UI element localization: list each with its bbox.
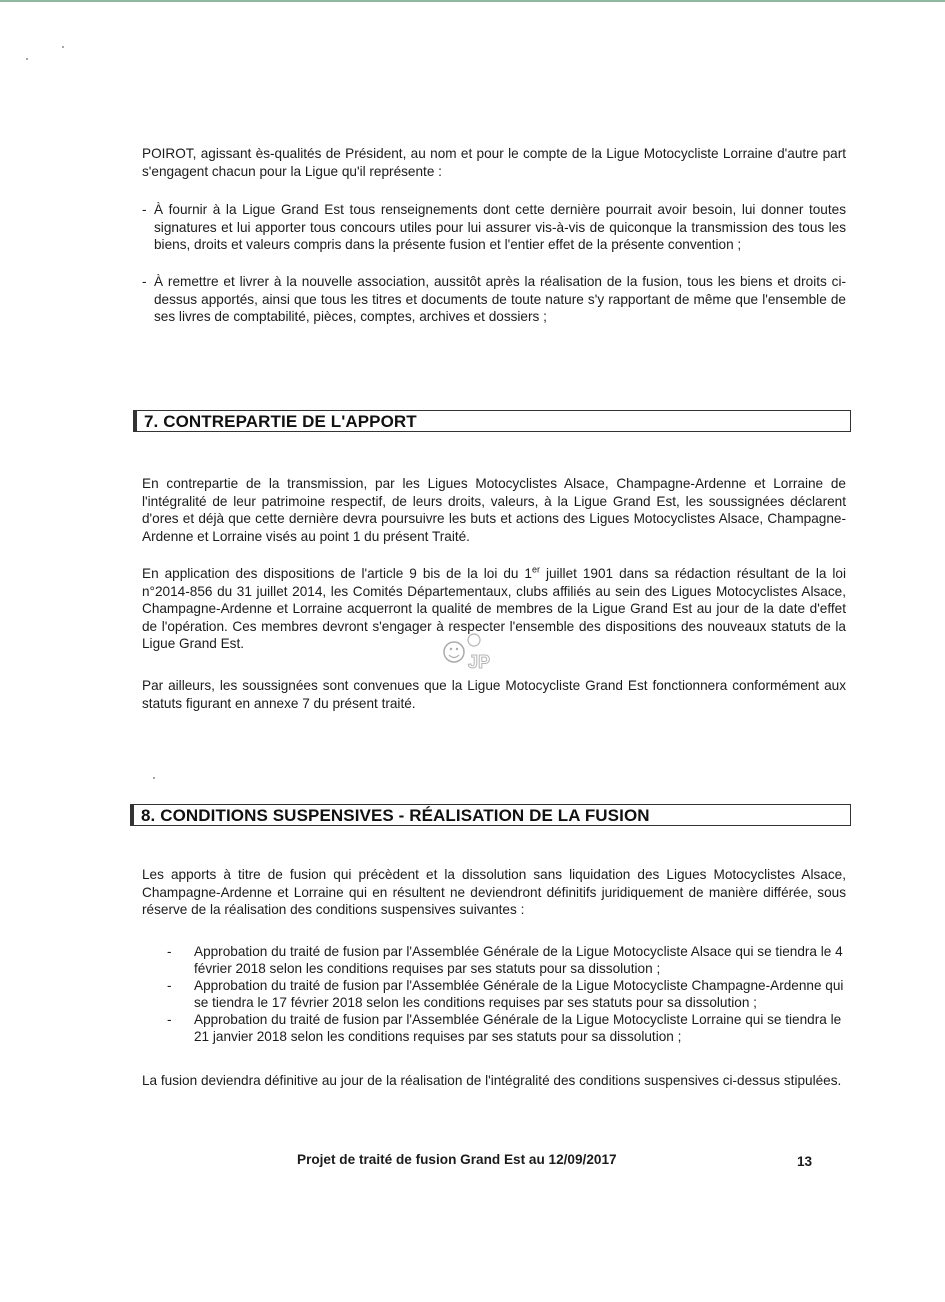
section-7-paragraph-3: Par ailleurs, les soussignées sont convenues que la Ligue Motocycliste Grand Est fonctionnera conformément aux statuts figurant en annexe 7 du présent traité. bbox=[142, 678, 846, 711]
dash-marker: - bbox=[142, 274, 147, 289]
initials-stamp bbox=[440, 630, 504, 674]
dash-marker: - bbox=[167, 944, 172, 959]
scan-speck bbox=[153, 777, 155, 779]
condition-item bbox=[142, 977, 846, 1011]
footer-title: Projet de traité de fusion Grand Est au 12/09/2017 bbox=[297, 1152, 617, 1167]
heading-bar bbox=[134, 411, 137, 431]
commitment-text: À remettre et livrer à la nouvelle association, aussitôt après la réalisation de la fusion, tous les biens et droits ci-dessus apportés, ainsi que tous les titres et documents de toute nature s'y rapportant de même que l'ensemble de ses livres de comptabilité, pièces, comptes, archives et dossiers ; bbox=[154, 274, 846, 325]
commitment-text: À fournir à la Ligue Grand Est tous renseignements dont cette dernière pourrait avoir besoin, lui donner toutes signatures et lui apporter tous concours utiles pour lui assurer vis-à-vis de quiconque la transmission des tous les biens, droits et valeurs compris dans la présente fusion et l'entier effet de la présente convention ; bbox=[154, 202, 846, 253]
commitment-item bbox=[142, 273, 846, 326]
section-7-title: 7. CONTREPARTIE DE L'APPORT bbox=[144, 412, 417, 431]
dash-marker: - bbox=[142, 202, 147, 217]
scan-speck bbox=[62, 46, 64, 48]
condition-item bbox=[142, 1011, 846, 1045]
heading-bar bbox=[131, 805, 134, 825]
section-8-paragraph-1: Les apports à titre de fusion qui précèdent et la dissolution sans liquidation des Ligues Motocyclistes Alsace, Champagne-Ardenne et Lorraine qui en résultent ne deviendront définitifs juridiquement de manière différée, sous réserve de la réalisation des conditions suspensives suivantes : bbox=[142, 867, 846, 918]
commitment-item bbox=[142, 201, 846, 254]
section-7-paragraph-2: En application des dispositions de l'article 9 bis de la loi du 1er juillet 1901 dans sa rédaction résultant de la loi n°2014-856 du 31 juillet 2014, les Comités Départementaux, clubs affiliés au sein des Ligues Motocyclistes Alsace, Champagne-Ardenne et Lorraine acquerront la qualité de membres de la Ligue Grand Est au jour de la date d'effet de l'opération. Ces membres devront s'engager à respecter l'ensemble des dispositions des nouveaux statuts de la Ligue Grand Est. bbox=[142, 564, 847, 652]
svg-text:JP: JP bbox=[468, 652, 491, 672]
dash-marker: - bbox=[167, 978, 172, 993]
page-number: 13 bbox=[797, 1154, 813, 1169]
dash-marker: - bbox=[167, 1012, 172, 1027]
section-8-closing: La fusion deviendra définitive au jour de la réalisation de l'intégralité des conditions suspensives ci-dessus stipulées. bbox=[142, 1073, 842, 1088]
section-7-paragraph-1: En contrepartie de la transmission, par les Ligues Motocyclistes Alsace, Champagne-Ardenne et Lorraine de l'intégralité de leur patrimoine respectif, de leurs droits, valeurs, à la Ligue Grand Est, les soussignées déclarent d'ores et déjà que cette dernière devra poursuivre les buts et actions des Ligues Motocyclistes Alsace, Champagne-Ardenne et Lorraine visés au point 1 du présent Traité. bbox=[142, 476, 846, 544]
condition-text: Approbation du traité de fusion par l'Assemblée Générale de la Ligue Motocycliste Lorraine qui se tiendra le 21 janvier 2018 selon les conditions requises par ses statuts pour sa dissolution ; bbox=[194, 1012, 842, 1044]
condition-text: Approbation du traité de fusion par l'Assemblée Générale de la Ligue Motocycliste Alsace qui se tiendra le 4 février 2018 selon les conditions requises par ses statuts pour sa dissolution ; bbox=[194, 944, 843, 976]
scan-top-edge bbox=[0, 0, 945, 2]
section-8-title: 8. CONDITIONS SUSPENSIVES - RÉALISATION DE LA FUSION bbox=[141, 806, 650, 825]
section-7-heading-box bbox=[133, 410, 851, 432]
intro-paragraph: POIROT, agissant ès-qualités de Président, au nom et pour le compte de la Ligue Motocycliste Lorraine d'autre part s'engagent chacun pour la Ligue qu'il représente : bbox=[142, 146, 846, 179]
conditions-list bbox=[142, 943, 846, 1045]
superscript: er bbox=[531, 564, 540, 575]
section-8-heading-box bbox=[130, 804, 851, 826]
condition-item bbox=[142, 943, 846, 977]
condition-text: Approbation du traité de fusion par l'Assemblée Générale de la Ligue Motocycliste Champagne-Ardenne qui se tiendra le 17 février 2018 selon les conditions requises par ses statuts pour sa dissolution ; bbox=[194, 978, 844, 1010]
scan-speck bbox=[26, 58, 28, 60]
